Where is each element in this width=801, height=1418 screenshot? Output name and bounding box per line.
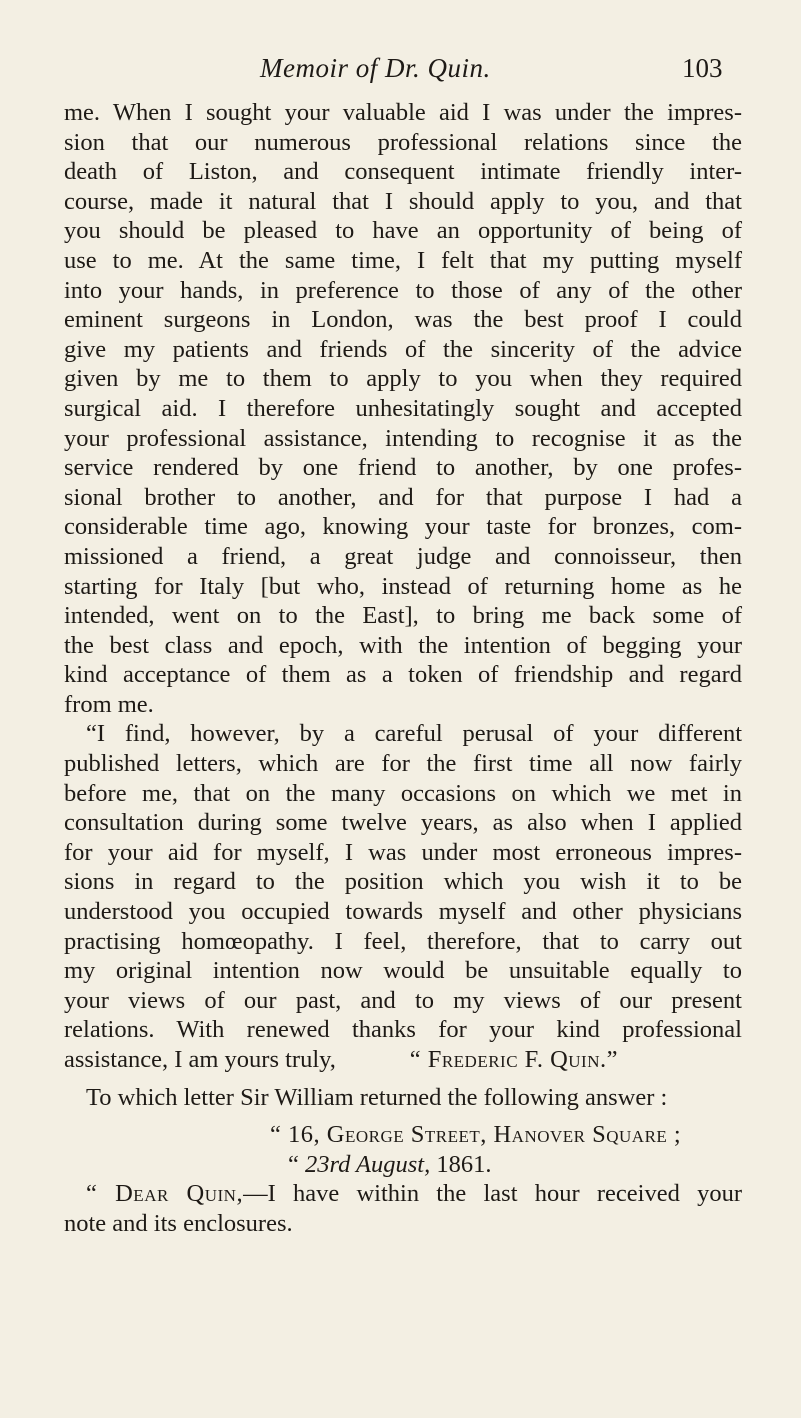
letter-paragraph-2: [64, 719, 742, 1074]
text-line: you should be pleased to have an opportunity of being of: [64, 217, 742, 245]
text-line: considerable time ago, knowing your taste for bronzes, com-: [64, 513, 742, 541]
text-line: published letters, which are for the first time all now fairly: [64, 750, 742, 778]
running-title: Memoir of Dr. Quin.: [260, 53, 491, 83]
reply-salutation: “ Dear Quin,: [86, 1180, 244, 1208]
letter-paragraph-1: [64, 98, 742, 719]
text-line: into your hands, in preference to those of any of the other: [64, 276, 742, 304]
reply-date: [64, 1150, 742, 1180]
text-line: the best class and epoch, with the intention of begging your: [64, 631, 742, 659]
reply-date-year: 1861.: [430, 1150, 492, 1178]
text-line: from me.: [64, 690, 154, 718]
reply-address: “ 16, George Street, Hanover Square ;: [270, 1121, 682, 1149]
signature: “ Frederic F. Quin.”: [409, 1046, 618, 1073]
text-line: course, made it natural that I should apply to you, and that: [64, 187, 742, 215]
reply-date-italic: 23rd August,: [305, 1150, 431, 1178]
text-line: service rendered by one friend to another, by one profes-: [64, 454, 742, 482]
body-text: [64, 98, 742, 1239]
closing-line: [64, 1045, 742, 1075]
page-number: 103: [682, 53, 723, 83]
text-line: before me, that on the many occasions on which we met in: [64, 779, 742, 807]
reply-body-line: note and its enclosures.: [64, 1209, 293, 1237]
text-line: practising homœopathy. I feel, therefore, that to carry out: [64, 927, 742, 955]
reply-body-text: —I have within the last hour received your: [243, 1180, 742, 1208]
closing-text: assistance, I am yours truly,: [64, 1046, 336, 1073]
text-line: your views of our past, and to my views of our present: [64, 986, 742, 1014]
text-line: missioned a friend, a great judge and connoisseur, then: [64, 542, 742, 570]
text-line: give my patients and friends of the sincerity of the advice: [64, 335, 742, 363]
text-line: “I find, however, by a careful perusal of your different: [86, 720, 742, 748]
text-line: eminent surgeons in London, was the best proof I could: [64, 306, 742, 334]
text-line: given by me to them to apply to you when they required: [64, 365, 742, 393]
text-line: kind acceptance of them as a token of friendship and regard: [64, 661, 742, 689]
text-line: death of Liston, and consequent intimate friendly inter-: [64, 158, 742, 186]
text-line: intended, went on to the East], to bring me back some of: [64, 602, 742, 630]
text-line: me. When I sought your valuable aid I was under the impres-: [64, 99, 742, 126]
reply-body-line: [64, 1179, 742, 1209]
narrative-intro: To which letter Sir William returned the following answer :: [86, 1083, 668, 1111]
text-line: surgical aid. I therefore unhesitatingly sought and accepted: [64, 394, 742, 422]
text-line: my original intention now would be unsuitable equally to: [64, 957, 742, 985]
text-line: starting for Italy [but who, instead of returning home as he: [64, 572, 742, 600]
text-line: consultation during some twelve years, as also when I applied: [64, 809, 742, 837]
text-line: use to me. At the same time, I felt that my putting myself: [64, 246, 742, 274]
text-line: understood you occupied towards myself and other physicians: [64, 898, 742, 926]
text-line: relations. With renewed thanks for your kind professional: [64, 1016, 742, 1044]
reply-letter: [64, 1120, 742, 1238]
text-line: your professional assistance, intending to recognise it as the: [64, 424, 742, 452]
reply-date-prefix: “: [288, 1150, 305, 1178]
running-head: [0, 48, 801, 88]
text-line: sion that our numerous professional relations since the: [64, 128, 742, 156]
text-line: for your aid for myself, I was under most erroneous impres-: [64, 838, 742, 866]
text-line: sions in regard to the position which you wish it to be: [64, 868, 742, 896]
text-line: sional brother to another, and for that purpose I had a: [64, 483, 742, 511]
